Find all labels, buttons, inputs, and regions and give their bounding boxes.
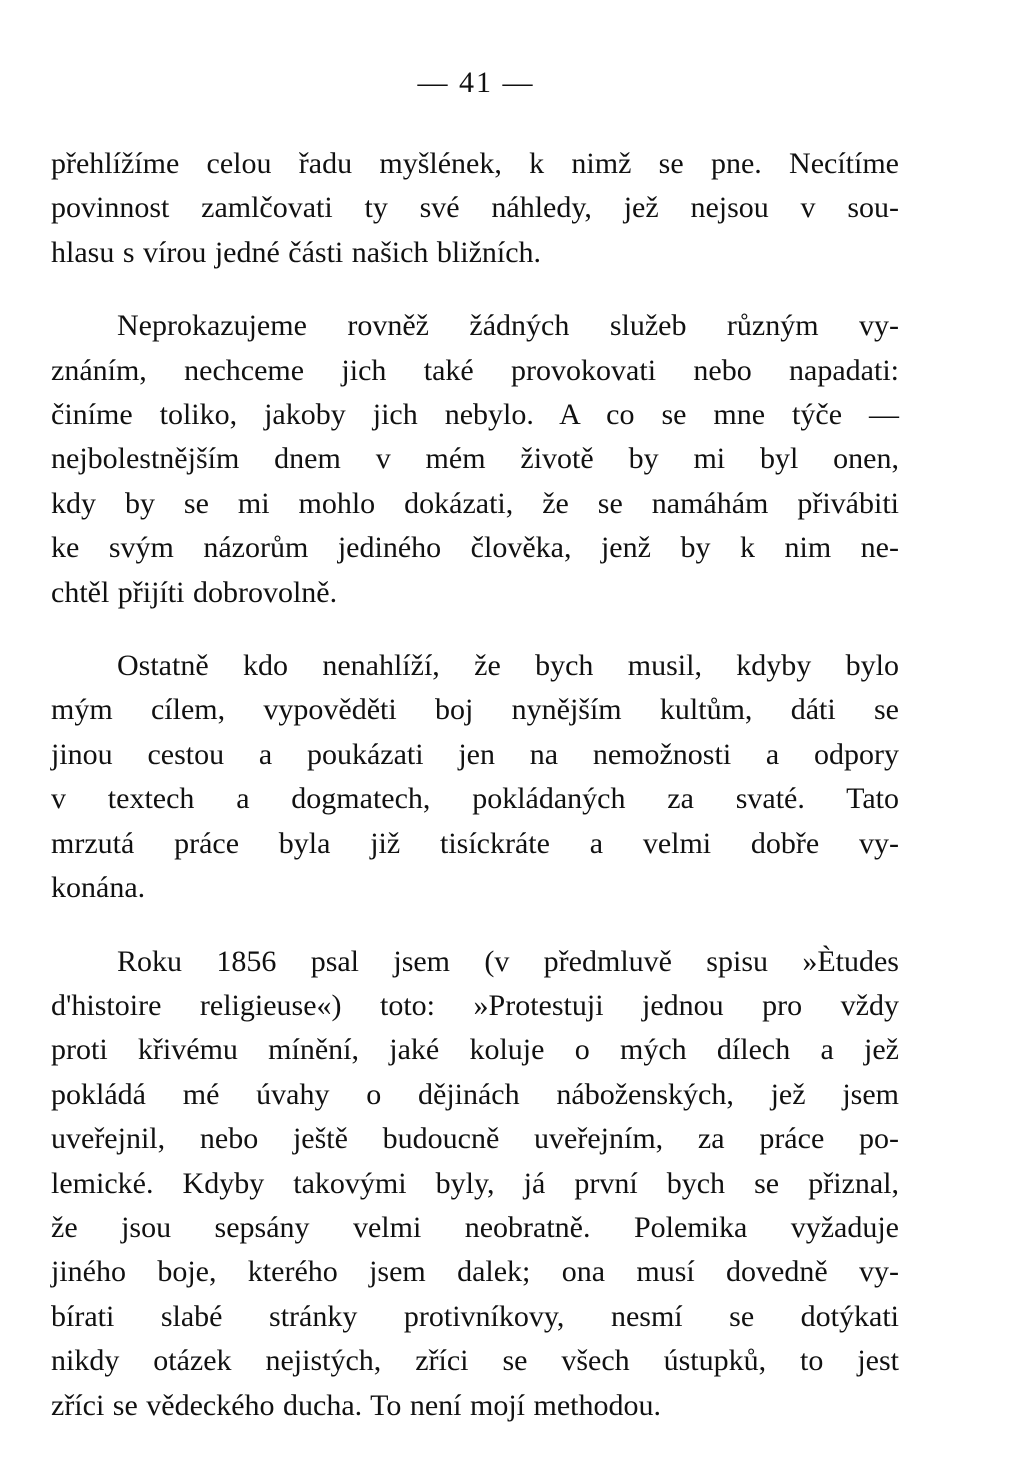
text-line: nikdy otázek nejistých, zříci se všech ústupků, to jest <box>51 1344 899 1378</box>
text-line: v textech a dogmatech, pokládaných za svaté. Tato <box>51 782 899 816</box>
text-line: proti křivému mínění, jaké koluje o mých dílech a jež <box>51 1033 899 1067</box>
body-text <box>51 142 899 1457</box>
paragraph-4 <box>51 940 899 1428</box>
paragraph-1 <box>51 142 899 275</box>
text-line: uveřejnil, nebo ještě budoucně uveřejním, za práce po- <box>51 1122 899 1156</box>
text-line: že jsou sepsány velmi neobratně. Polemika vyžaduje <box>51 1210 899 1244</box>
text-line: Neprokazujeme rovněž žádných služeb různým vy- <box>117 309 899 343</box>
text-line: povinnost zamlčovati ty své náhledy, jež nejsou v sou- <box>51 191 899 225</box>
text-line: jinou cestou a poukázati jen na nemožnosti a odpory <box>51 737 899 771</box>
text-line: kdy by se mi mohlo dokázati, že se namáhám přivábiti <box>51 486 899 520</box>
text-line: nejbolestnějším dnem v mém životě by mi byl onen, <box>51 442 899 476</box>
text-line: bírati slabé stránky protivníkovy, nesmí se dotýkati <box>51 1299 899 1333</box>
paragraph-3 <box>51 644 899 910</box>
text-line: konána. <box>51 871 146 905</box>
text-line: mým cílem, vypověděti boj nynějším kultům, dáti se <box>51 693 899 727</box>
text-line: Roku 1856 psal jsem (v předmluvě spisu »Ètudes <box>117 944 899 978</box>
page-number: — 41 — <box>417 66 535 99</box>
paragraph-2 <box>51 304 899 615</box>
text-line: mrzutá práce byla již tisíckráte a velmi dobře vy- <box>51 826 899 860</box>
text-line: pokládá mé úvahy o dějinách náboženských, jež jsem <box>51 1077 899 1111</box>
text-line: lemické. Kdyby takovými byly, já první bych se přiznal, <box>51 1166 899 1200</box>
text-line: ke svým názorům jediného člověka, jenž by k nim ne- <box>51 531 899 565</box>
text-line: hlasu s vírou jedné části našich bližních. <box>51 235 542 269</box>
text-line: jiného boje, kterého jsem dalek; ona musí dovedně vy- <box>51 1255 899 1289</box>
text-line: znáním, nechceme jich také provokovati nebo napadati: <box>51 353 899 387</box>
text-line: činíme toliko, jakoby jich nebylo. A co se mne týče — <box>51 398 899 432</box>
text-line: Ostatně kdo nenahlíží, že bych musil, kdyby bylo <box>117 649 899 683</box>
text-line: d'histoire religieuse«) toto: »Protestuji jednou pro vždy <box>51 988 899 1022</box>
text-line: přehlížíme celou řadu myšlének, k nimž se pne. Necítíme <box>51 147 899 180</box>
text-line: zříci se vědeckého ducha. To není mojí methodou. <box>51 1388 662 1422</box>
text-line: chtěl přijíti dobrovolně. <box>51 575 338 609</box>
